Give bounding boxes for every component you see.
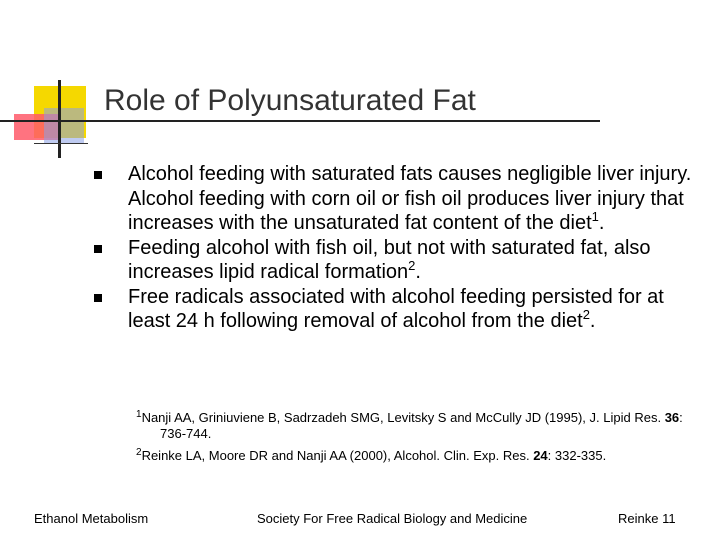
reference-1 — [136, 409, 710, 442]
bullet-tail: . — [415, 261, 421, 283]
slide-title: Role of Polyunsaturated Fat — [104, 84, 476, 117]
bullet-tail: . — [589, 310, 596, 332]
decor-horizontal-rule — [0, 120, 600, 122]
square-bullet-icon — [94, 171, 102, 179]
bullet-item — [94, 162, 709, 236]
bullet-text: Feeding alcohol with fish oil, but not with saturated fat, also increases lipid radical formation — [128, 236, 651, 283]
reference-number: 2 — [136, 447, 142, 458]
reference-2 — [136, 447, 710, 464]
reference-number: 1 — [136, 409, 142, 420]
decor-short-rule — [34, 143, 88, 144]
bullet-text: Free radicals associated with alcohol feeding persisted for at least 24 h following removal of alcohol from the diet — [128, 285, 664, 332]
reference-authors: Nanji AA, Griniuviene B, Sadrzadeh SMG, Levitsky S and McCully JD (1995), J. Lipid Res. — [141, 410, 665, 425]
bullet-item — [94, 236, 709, 285]
bullet-citation: 2 — [408, 258, 416, 273]
footer-left: Ethanol Metabolism — [34, 511, 149, 526]
bullet-item — [94, 285, 709, 334]
footer-center: Society For Free Radical Biology and Medicine — [257, 511, 528, 526]
bullet-list — [94, 162, 709, 334]
bullet-tail: . — [598, 212, 605, 234]
reference-pages: : 332-335. — [547, 448, 607, 463]
decor-vertical-line — [58, 80, 61, 158]
reference-volume: 24 — [533, 448, 548, 463]
reference-authors: Reinke LA, Moore DR and Nanji AA (2000), Alcohol. Clin. Exp. Res. — [141, 448, 534, 463]
decor-blue-block — [44, 108, 84, 144]
bullet-citation: 2 — [582, 307, 590, 322]
footer-right: Reinke 11 — [618, 511, 676, 526]
reference-pages: : 736-744. — [160, 410, 683, 441]
square-bullet-icon — [94, 245, 102, 253]
square-bullet-icon — [94, 294, 102, 302]
bullet-citation: 1 — [591, 209, 599, 224]
reference-volume: 36 — [664, 410, 680, 425]
bullet-text: Alcohol feeding with saturated fats causes negligible liver injury. Alcohol feeding with corn oil or fish oil produces liver injury that increases with the unsaturated fat content of the diet — [128, 163, 692, 234]
